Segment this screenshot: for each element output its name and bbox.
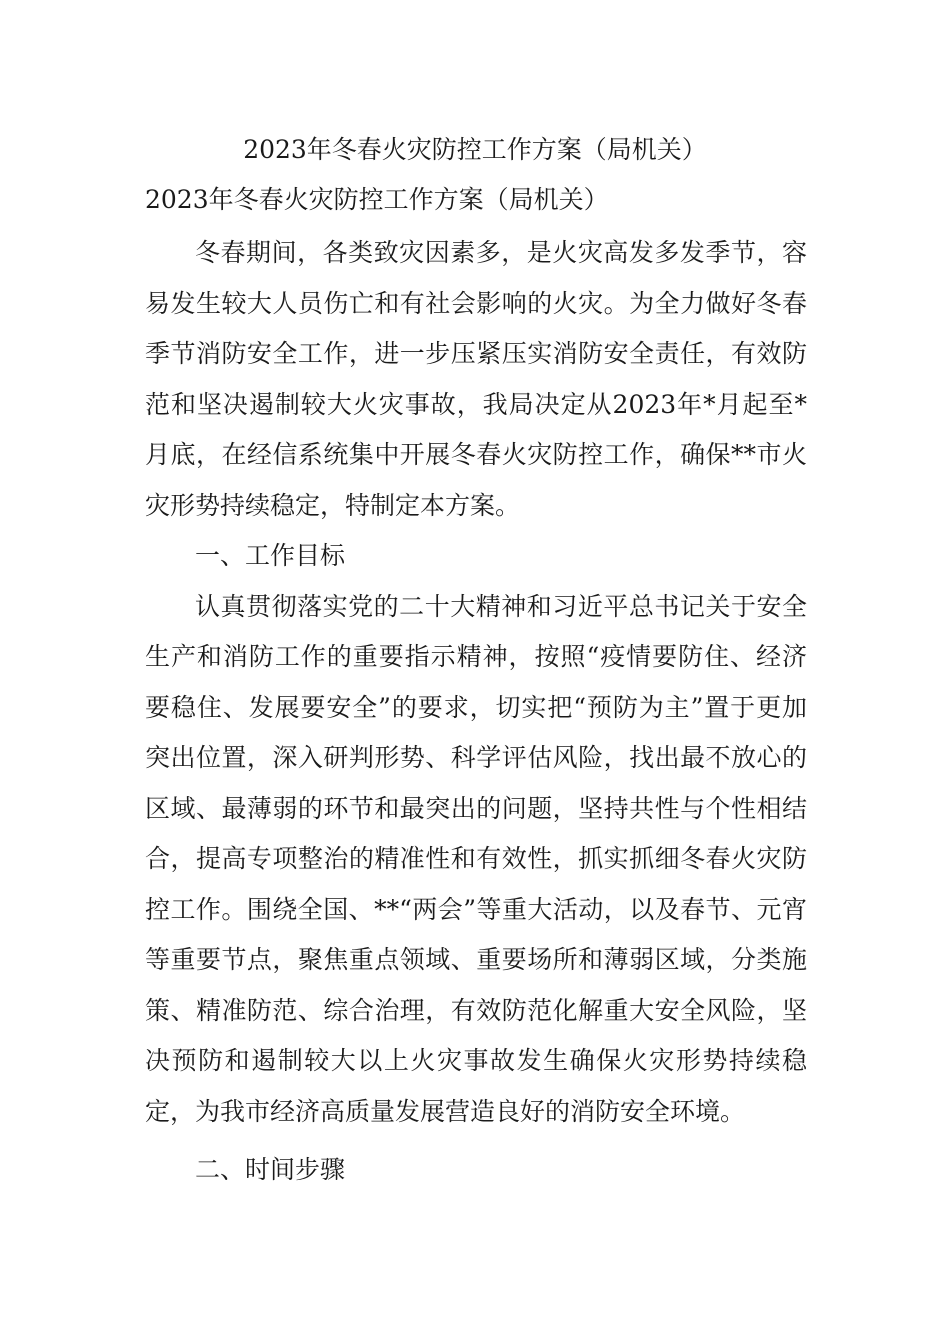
section-heading-goals: 一、工作目标 — [195, 541, 346, 570]
document-body — [145, 228, 807, 1196]
section-heading-schedule: 二、时间步骤 — [195, 1155, 346, 1184]
goals-paragraph: 认真贯彻落实党的二十大精神和习近平总书记关于安全生产和消防工作的重要指示精神，按照“疫情要防住、经济要稳住、发展要安全”的要求，切实把“预防为主”置于更加突出位置，深入研判形势、科学评估风险，找出最不放心的区域、最薄弱的环节和最突出的问题，坚持共性与个性相结合，提高专项整治的精准性和有效性，抓实抓细冬春火灾防控工作。围绕全国、**“两会”等重大活动，以及春节、元宵等重要节点，聚焦重点领域、重要场所和薄弱区域，分类施策、精准防范、综合治理，有效防范化解重大安全风险，坚决预防和遏制较大以上火灾事故发生确保火灾形势持续稳定，为我市经济高质量发展营造良好的消防安全环境。 — [145, 591, 807, 1126]
document-subtitle: 2023年冬春火灾防控工作方案（局机关） — [145, 185, 609, 214]
document-title: 2023年冬春火灾防控工作方案（局机关） — [243, 135, 707, 164]
intro-paragraph: 冬春期间，各类致灾因素多，是火灾高发多发季节，容易发生较大人员伤亡和有社会影响的火灾。为全力做好冬春季节消防安全工作，进一步压紧压实消防安全责任，有效防范和坚决遏制较大火灾事故，我局决定从2023年*月起至*月底，在经信系统集中开展冬春火灾防控工作，确保**市火灾形势持续稳定，特制定本方案。 — [145, 238, 808, 520]
